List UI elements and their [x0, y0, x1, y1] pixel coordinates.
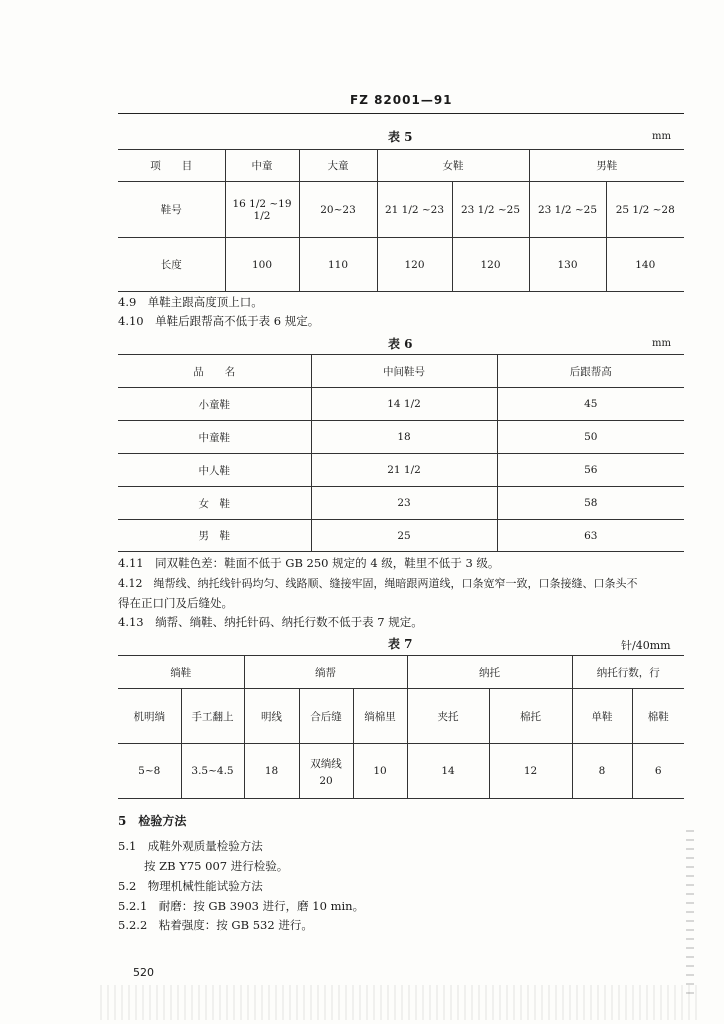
table6-cell: 25	[311, 520, 497, 552]
table6-cell: 中童鞋	[118, 421, 311, 454]
standard-code: FZ 82001—91	[350, 93, 453, 107]
table7-subheader: 棉托	[489, 689, 572, 744]
table5-cell: 130	[529, 238, 606, 292]
table5-cell: 120	[377, 238, 452, 292]
table6-cell: 63	[497, 520, 684, 552]
table7-caption: 表 7	[388, 637, 413, 651]
table6-header-mid-size: 中间鞋号	[311, 355, 497, 388]
table7-cell: 8	[572, 744, 632, 799]
table5-header-big-child: 大童	[299, 150, 377, 182]
table7-subheader: 夹托	[407, 689, 489, 744]
table7-subheader: 明线	[244, 689, 299, 744]
table7-subheader: 单鞋	[572, 689, 632, 744]
table-row	[118, 454, 684, 487]
table7-group-sole-rows: 纳托行数，行	[572, 656, 684, 689]
table7-subheader: 绱棉里	[353, 689, 407, 744]
table7-subheader: 手工翻上	[181, 689, 244, 744]
table5	[118, 149, 684, 292]
table5-cell: 23 1/2 ~25	[452, 182, 529, 238]
table6-cell: 14 1/2	[311, 388, 497, 421]
table6-cell: 45	[497, 388, 684, 421]
table6-cell: 50	[497, 421, 684, 454]
header-rule	[118, 113, 684, 114]
clause-4-10: 4.10 单鞋后跟帮高不低于表 6 规定。	[118, 314, 320, 328]
table7-cell: 6	[632, 744, 684, 799]
table5-cell: 16 1/2 ~19 1/2	[225, 182, 299, 238]
table7-cell: 14	[407, 744, 489, 799]
table6-cell: 小童鞋	[118, 388, 311, 421]
table7-cell-double-line	[299, 744, 353, 799]
clause-4-9: 4.9 单鞋主跟高度顶上口。	[118, 295, 263, 309]
table6-unit: mm	[652, 338, 671, 349]
table-row	[118, 520, 684, 552]
clause-4-12: 4.12 绳帮线、纳托线针码均匀、线路顺、缝接牢固，绳暗跟两道线，口条宽窄一致，口条接缝、口条头不	[118, 577, 638, 590]
table7-group-sole-stitch: 纳托	[407, 656, 572, 689]
clause-4-13: 4.13 绱帮、绱鞋、纳托针码、纳托行数不低于表 7 规定。	[118, 615, 423, 629]
table6-cell: 58	[497, 487, 684, 520]
table7-subheader: 合后缝	[299, 689, 353, 744]
page-number: 520	[133, 966, 154, 979]
table5-cell: 23 1/2 ~25	[529, 182, 606, 238]
table6-cell: 男 鞋	[118, 520, 311, 552]
section-5-heading: 5 检验方法	[118, 814, 187, 828]
table5-header-men: 男鞋	[529, 150, 684, 182]
table7	[118, 655, 684, 799]
table6-cell: 23	[311, 487, 497, 520]
clause-5-2: 5.2 物理机械性能试验方法	[118, 879, 263, 893]
table5-header-mid-child: 中童	[225, 150, 299, 182]
table5-header-item: 项 目	[118, 150, 225, 182]
table-row	[118, 421, 684, 454]
table5-cell: 100	[225, 238, 299, 292]
clause-5-1: 5.1 成鞋外观质量检验方法	[118, 839, 263, 853]
table6-cell: 21 1/2	[311, 454, 497, 487]
table7-subheader: 棉鞋	[632, 689, 684, 744]
clause-5-1-body: 按 ZB Y75 007 进行检验。	[144, 859, 289, 873]
clause-4-12-cont: 得在正口门及后缝处。	[118, 596, 233, 610]
table5-header-women: 女鞋	[377, 150, 529, 182]
table7-group-upper-sewing: 绱帮	[244, 656, 407, 689]
table7-cell: 12	[489, 744, 572, 799]
table6-cell: 中人鞋	[118, 454, 311, 487]
table6-cell: 56	[497, 454, 684, 487]
clause-5-2-2: 5.2.2 粘着强度：按 GB 532 进行。	[118, 918, 313, 932]
table6-cell: 18	[311, 421, 497, 454]
table5-cell: 140	[606, 238, 684, 292]
table7-cell: 3.5~4.5	[181, 744, 244, 799]
clause-4-11: 4.11 同双鞋色差：鞋面不低于 GB 250 规定的 4 级，鞋里不低于 3 级。	[118, 556, 500, 570]
table7-cell: 20	[319, 774, 333, 787]
scan-edge-noise	[686, 830, 694, 1000]
table7-cell: 双绱线	[310, 757, 342, 770]
table5-cell: 25 1/2 ~28	[606, 182, 684, 238]
table5-unit: mm	[652, 131, 671, 142]
table6	[118, 354, 684, 552]
table5-row-label: 长度	[118, 238, 225, 292]
table5-cell: 120	[452, 238, 529, 292]
table7-unit: 针/40mm	[621, 639, 671, 652]
table7-cell: 5~8	[118, 744, 181, 799]
table7-cell: 10	[353, 744, 407, 799]
table-row	[118, 487, 684, 520]
table5-row-label: 鞋号	[118, 182, 225, 238]
table6-header-name: 品 名	[118, 355, 311, 388]
table6-cell: 女 鞋	[118, 487, 311, 520]
scan-noise	[100, 985, 700, 1020]
table5-cell: 21 1/2 ~23	[377, 182, 452, 238]
table-row	[118, 744, 684, 799]
table7-group-shoe-sewing: 绱鞋	[118, 656, 244, 689]
clause-5-2-1: 5.2.1 耐磨：按 GB 3903 进行，磨 10 min。	[118, 899, 365, 913]
table-row	[118, 388, 684, 421]
table7-subheader: 机明绱	[118, 689, 181, 744]
table5-caption: 表 5	[388, 130, 413, 144]
table7-cell: 18	[244, 744, 299, 799]
table6-caption: 表 6	[388, 337, 413, 351]
table6-header-heel-height: 后跟帮高	[497, 355, 684, 388]
table5-cell: 110	[299, 238, 377, 292]
table5-cell: 20~23	[299, 182, 377, 238]
